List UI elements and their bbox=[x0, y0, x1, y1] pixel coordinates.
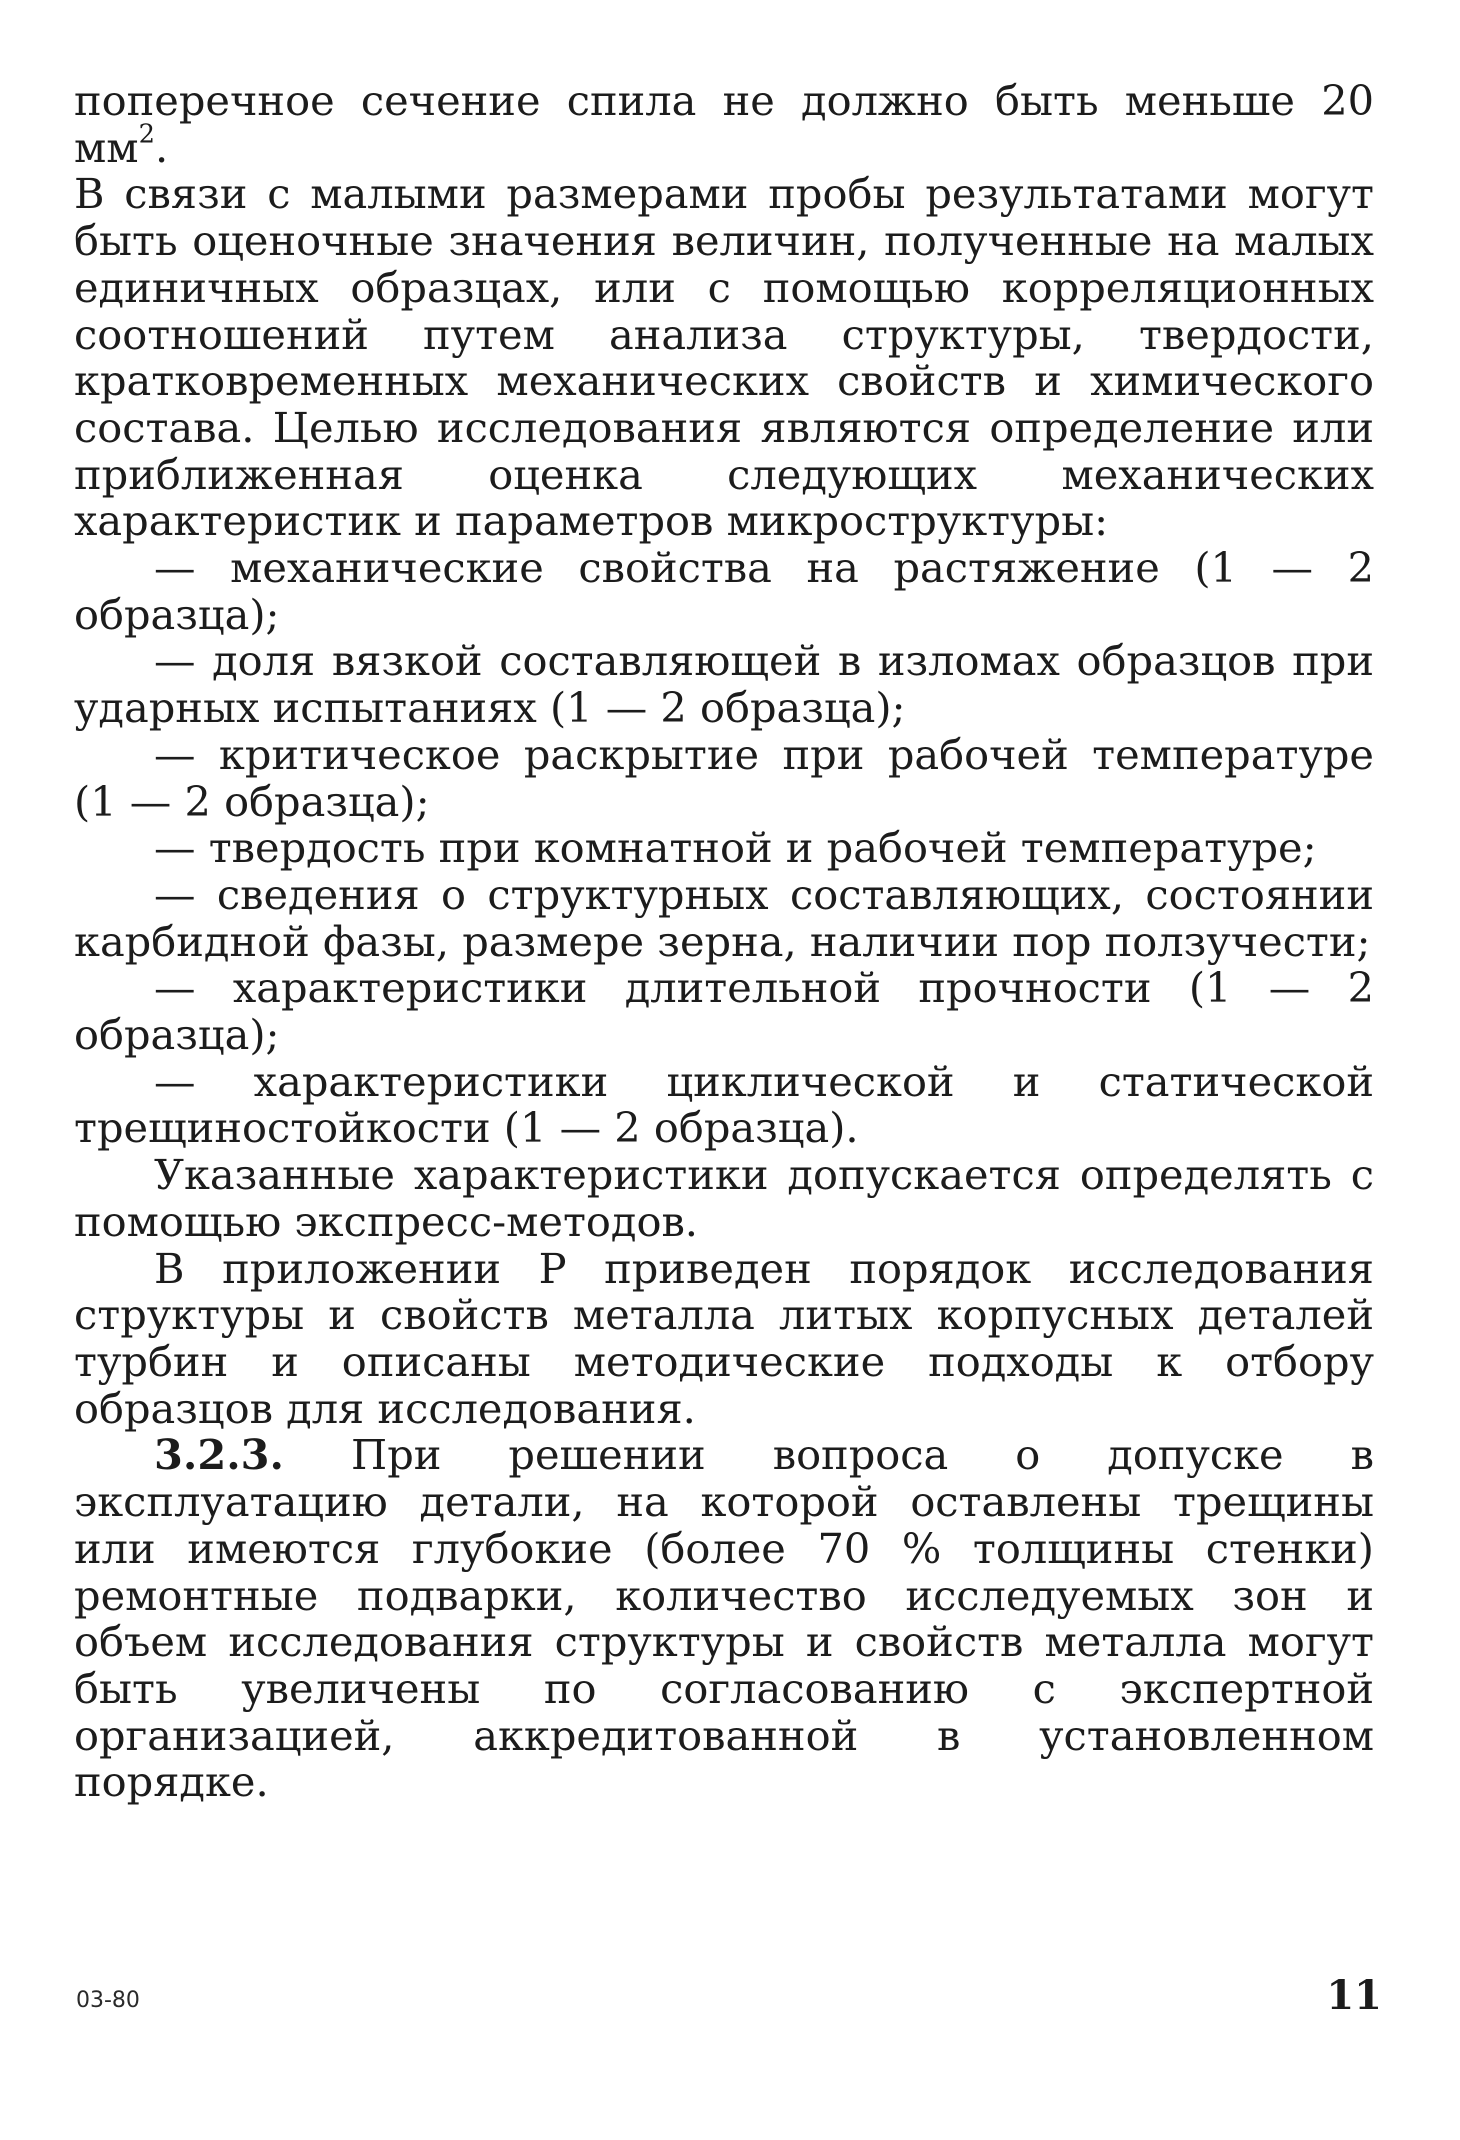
footer-code: 03-80 bbox=[76, 1988, 140, 2013]
list-item-long-term-strength: — характеристики длительной прочности (1 — 2 образца); bbox=[74, 963, 1374, 1060]
paragraph-section-3-2-3 bbox=[74, 1432, 1374, 1806]
list-item-structure: — сведения о структурных составляющих, состоянии карбидной фазы, размере зерна, наличии пор ползучести; bbox=[74, 869, 1374, 966]
paragraph-continuation bbox=[74, 78, 1374, 171]
list-item-tensile: — механические свойства на растяжение (1 — 2 образца); bbox=[74, 543, 1374, 639]
body-text bbox=[74, 78, 1374, 1806]
list-item-ductile-fraction: — доля вязкой составляющей в изломах образцов при ударных испытаниях (1 — 2 образца); bbox=[74, 636, 1374, 733]
paragraph-purpose: В связи с малыми размерами пробы результатами могут быть оценочные значения величин, полученные на малых единичных образцах, или с помощью корреляционных соотношений путем анализа структуры, твердости, кратковременных механических свойств и химического состава. Целью исследования являются определение или приближенная оценка следующих механических характеристик и параметров микроструктуры: bbox=[74, 169, 1374, 546]
paragraph-express-methods: Указанные характеристики допускается определять с помощью экспресс-методов. bbox=[74, 1150, 1374, 1246]
paragraph-punctuation: . bbox=[154, 122, 169, 172]
list-item-hardness: — твердость при комнатной и рабочей температуре; bbox=[154, 823, 1317, 873]
section-number: 3.2.3. bbox=[154, 1430, 284, 1480]
list-item-crack-opening: — критическое раскрытие при рабочей температуре (1 — 2 образца); bbox=[74, 729, 1374, 826]
section-text: При решении вопроса о допуске в эксплуатацию детали, на которой оставлены трещины или имеются глубокие (более 70 % толщины стенки) ремонтные подварки, количество исследуемых зон и объем исследования структуры и свойств металла могут быть увеличены по согласованию с экспертной организацией, аккредитованной в установленном порядке. bbox=[74, 1430, 1374, 1807]
page-number: 11 bbox=[1326, 1972, 1382, 2019]
superscript: 2 bbox=[138, 119, 155, 150]
list-item-crack-resistance: — характеристики циклической и статической трещиностойкости (1 — 2 образца). bbox=[74, 1056, 1374, 1153]
paragraph-appendix-p: В приложении Р приведен порядок исследования структуры и свойств металла литых корпусных деталей турбин и описаны методические подходы к отбору образцов для исследования. bbox=[74, 1243, 1374, 1433]
paragraph-text: поперечное сечение спила не должно быть меньше 20 мм bbox=[74, 76, 1374, 172]
